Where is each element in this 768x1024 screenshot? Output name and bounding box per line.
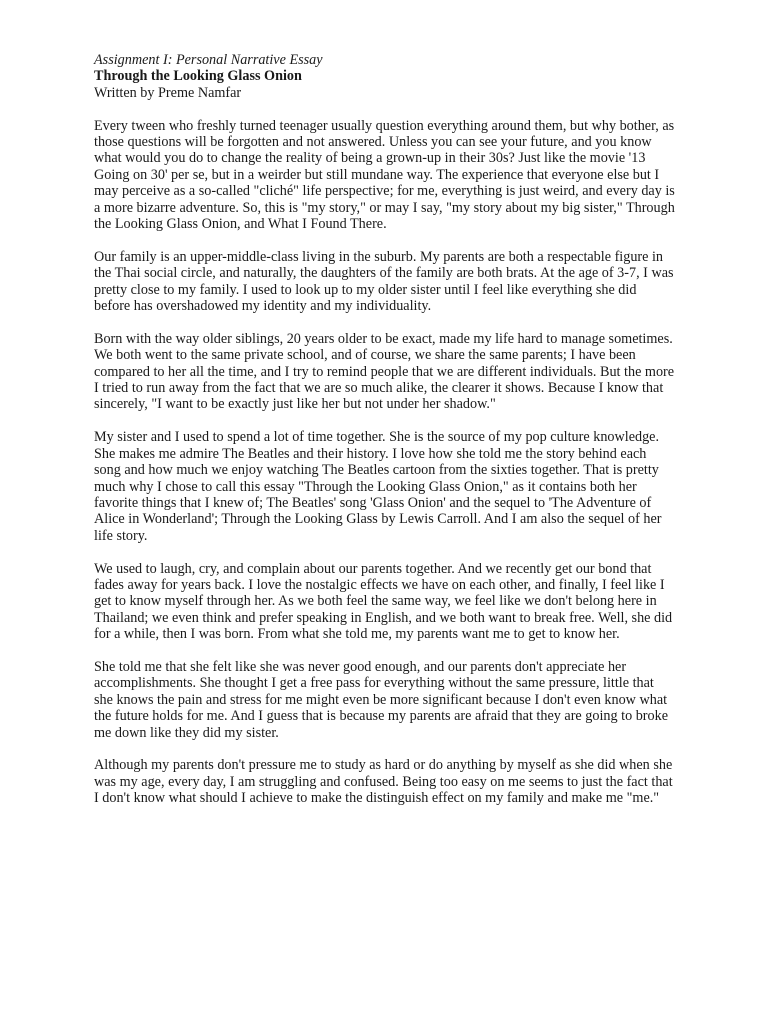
paragraph-2: Our family is an upper-middle-class living in the suburb. My parents are both a respectable figure in the Thai social circle, and naturally, the daughters of the family are both brats. At the age of 3-7, I was pretty close to my family. I used to look up to my older sister until I feel like everything she did before has overshadowed my identity and my individuality. [94,248,674,315]
assignment-label: Assignment I: Personal Narrative Essay [94,52,323,68]
paragraph-5: We used to laugh, cry, and complain about our parents together. And we recently get our bond that fades away for years back. I love the nostalgic effects we have on each other, and finally, I feel like I get to know myself through her. As we both feel the same way, we feel like we don't belong here in Thailand; we even think and prefer speaking in English, and we both want to break free. Well, she did for a while, then I was born. From what she told me, my parents want me to get to know her. [94,560,673,643]
essay-page [94,52,676,807]
paragraph-1: Every tween who freshly turned teenager usually question everything around them, but why bother, as those questions will be forgotten and not answered. Unless you can see your future, and you know what would you do to change the reality of being a grown-up in their 30s? Just like the movie '13 Going on 30' per se, but in a weirder but still mundane way. The experience that everyone else but I may perceive as a so-called "cliché" life perspective; for me, everything is just weird, and every day is a more bizarre adventure. So, this is "my story," or may I say, "my story about my big sister," Through the Looking Glass Onion, and What I Found There. [94,117,675,233]
paragraph-3: Born with the way older siblings, 20 years older to be exact, made my life hard to manage sometimes. We both went to the same private school, and of course, we share the same parents; I have been compared to her all the time, and I try to remind people that we are different individuals. But the more I tried to run away from the fact that we are so much alike, the clearer it shows. Because I know that sincerely, "I want to be exactly just like her but not under her shadow." [94,330,675,413]
paragraph-6: She told me that she felt like she was never good enough, and our parents don't appreciate her accomplishments. She thought I get a free pass for everything without the same pressure, little that she knows the pain and stress for me might even be more significant because I don't even know what the future holds for me. And I guess that is because my parents are afraid that they are going to broke me down like they did my sister. [94,658,669,741]
essay-body [94,118,676,807]
author-byline: Written by Preme Namfar [94,84,242,101]
paragraph-4: My sister and I used to spend a lot of time together. She is the source of my pop culture knowledge. She makes me admire The Beatles and their history. I love how she told me the story behind each song and how much we enjoy watching The Beatles cartoon from the sixties together. That is pretty much why I chose to call this essay "Through the Looking Glass Onion," as it contains both her favorite things that I knew of; The Beatles' song 'Glass Onion' and the sequel to 'The Adventure of Alice in Wonderland'; Through the Looking Glass by Lewis Carroll. And I am also the sequel of her life story. [94,429,662,544]
paragraph-7: Although my parents don't pressure me to study as hard or do anything by myself as she did when she was my age, every day, I am struggling and confused. Being too easy on me seems to just the fact that I don't know what should I achieve to make the distinguish effect on my family and make me "me." [94,757,673,807]
essay-title: Through the Looking Glass Onion [94,68,302,85]
